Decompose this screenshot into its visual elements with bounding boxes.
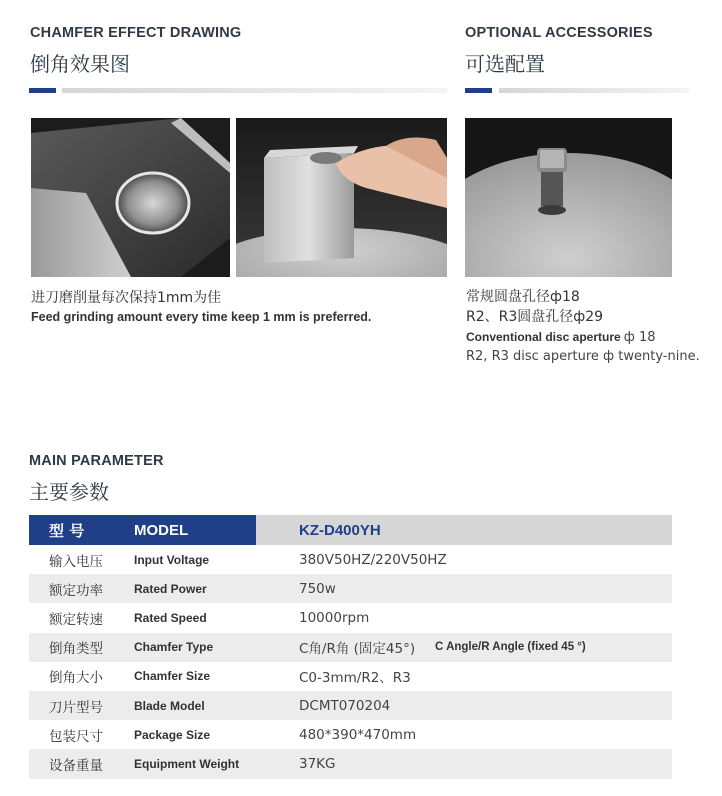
- header-label-en: MODEL: [134, 521, 189, 539]
- row-value: 380V50HZ/220V50HZ: [299, 551, 447, 568]
- table-row: [29, 633, 672, 662]
- chamfer-caption-en: Feed grinding amount every time keep 1 mm is preferred.: [31, 310, 372, 324]
- section-divider: [499, 88, 689, 93]
- row-label-cn: 倒角类型: [49, 641, 103, 658]
- row-label-en: Package Size: [134, 727, 211, 742]
- table-row: [29, 662, 672, 691]
- header-model-value: KZ-D400YH: [299, 521, 381, 539]
- section-accent-bar: [29, 88, 56, 93]
- table-row: [29, 691, 672, 720]
- header-label-cn: 型 号: [49, 521, 85, 540]
- table-row: [29, 574, 672, 603]
- row-label-en: Rated Speed: [134, 610, 207, 625]
- row-value: C角/R角 (固定45°): [299, 641, 416, 658]
- section-accent-bar: [465, 88, 492, 93]
- row-label-cn: 设备重量: [49, 757, 103, 774]
- accessories-title-cn: 可选配置: [465, 52, 545, 76]
- parameter-title-cn: 主要参数: [29, 480, 109, 504]
- accessory-line-3-label: Conventional disc aperture: [466, 330, 621, 344]
- accessories-title-en: OPTIONAL ACCESSORIES: [465, 25, 653, 41]
- table-header-row: [29, 515, 672, 545]
- parameter-table: [29, 515, 672, 779]
- row-label-en: Rated Power: [134, 581, 207, 596]
- parameter-title-en: MAIN PARAMETER: [29, 453, 164, 469]
- accessory-line-1: 常规圆盘孔径ф18: [466, 289, 580, 305]
- row-label-cn: 包装尺寸: [49, 728, 103, 745]
- accessory-line-3: [466, 328, 656, 346]
- row-label-cn: 倒角大小: [49, 670, 103, 687]
- table-row: [29, 545, 672, 574]
- row-value: 10000rpm: [299, 609, 370, 626]
- chamfer-title-en: CHAMFER EFFECT DRAWING: [30, 25, 242, 41]
- row-value: DCMT070204: [299, 697, 391, 714]
- accessory-line-4: R2, R3 disc aperture ф twenty-nine.: [466, 349, 700, 364]
- table-row: [29, 749, 672, 778]
- disc-photo: [465, 118, 672, 277]
- row-value-en: C Angle/R Angle (fixed 45 °): [435, 641, 586, 654]
- row-label-en: Equipment Weight: [134, 756, 240, 771]
- table-row: [29, 603, 672, 632]
- chamfer-caption-cn: 进刀磨削量每次保持1mm为佳: [31, 290, 222, 306]
- row-label-en: Blade Model: [134, 698, 205, 713]
- row-label-en: Input Voltage: [134, 552, 210, 567]
- accessory-line-3-value: ф 18: [623, 330, 656, 345]
- chamfer-photo-block: [31, 118, 230, 277]
- row-label-cn: 输入电压: [49, 553, 103, 570]
- chamfer-title-cn: 倒角效果图: [30, 52, 130, 76]
- accessory-line-2: R2、R3圆盘孔径ф29: [466, 309, 604, 325]
- row-label-en: Chamfer Size: [134, 669, 211, 684]
- row-label-en: Chamfer Type: [134, 640, 214, 655]
- row-value: C0-3mm/R2、R3: [299, 670, 411, 687]
- row-value: 480*390*470mm: [299, 726, 417, 743]
- table-row: [29, 720, 672, 749]
- row-label-cn: 刀片型号: [49, 699, 103, 716]
- row-label-cn: 额定转速: [49, 611, 103, 628]
- chamfer-hand-photo: [236, 118, 447, 277]
- row-label-cn: 额定功率: [49, 582, 103, 599]
- section-divider: [62, 88, 447, 93]
- row-value: 37KG: [299, 755, 336, 772]
- row-value: 750w: [299, 580, 336, 597]
